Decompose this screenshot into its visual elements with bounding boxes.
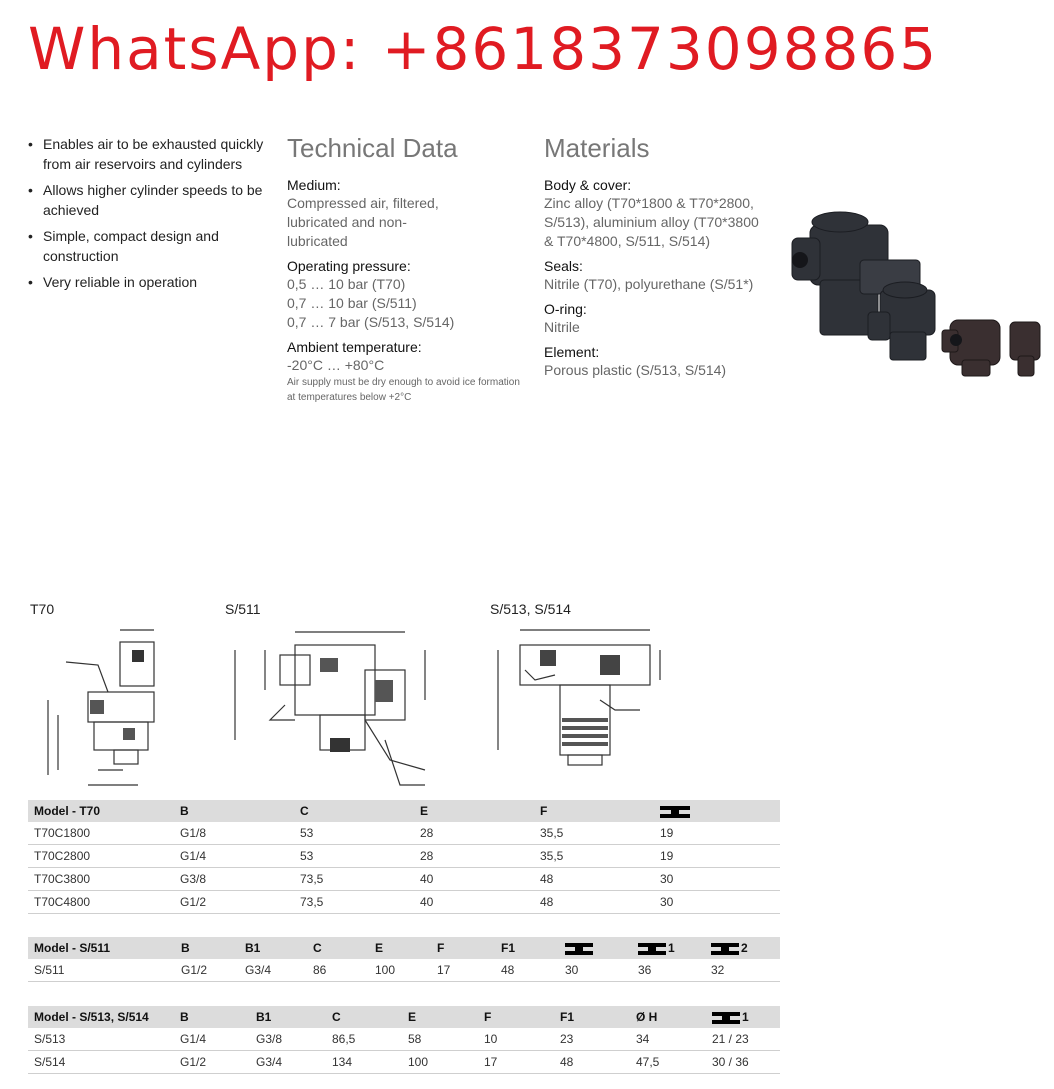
table-cell: 30 (559, 959, 632, 982)
wrench-size-index: 1 (742, 1010, 749, 1024)
pressure-values (287, 275, 527, 332)
table-cell: 30 (654, 868, 780, 891)
materials-title: Materials (544, 133, 650, 163)
materials-section (544, 132, 759, 386)
table-cell: 100 (402, 1051, 478, 1074)
column-header: B (175, 937, 239, 959)
s513-technical-drawing (490, 620, 665, 770)
column-header: E (414, 800, 534, 822)
drawing-label-s513: S/513, S/514 (490, 601, 571, 617)
column-header: C (307, 937, 369, 959)
table-cell: T70C3800 (28, 868, 174, 891)
wrench-size-icon (660, 806, 690, 818)
product-photo (770, 110, 1054, 410)
drawing-label-s511: S/511 (225, 601, 261, 617)
pressure-line: 0,7 … 10 bar (S/511) (287, 295, 417, 311)
table-cell: 36 (632, 959, 705, 982)
table-cell: 21 / 23 (706, 1028, 780, 1051)
technical-data-section (287, 132, 527, 405)
table-cell: 40 (414, 891, 534, 914)
column-header: F1 (554, 1006, 630, 1028)
body-cover-value: Zinc alloy (T70*1800 & T70*2800, S/513), aluminium alloy (T70*3800 & T70*4800, S/511, S/514) (544, 195, 759, 249)
table-cell: 19 (654, 822, 780, 845)
s511-technical-drawing (225, 620, 440, 790)
table-cell: 58 (402, 1028, 478, 1051)
column-header: C (294, 800, 414, 822)
table-cell: 48 (534, 868, 654, 891)
table-header-row (28, 800, 780, 822)
table-cell: S/513 (28, 1028, 174, 1051)
table-cell: G3/8 (250, 1028, 326, 1051)
table-row (28, 959, 780, 982)
table-cell: 53 (294, 822, 414, 845)
table-cell: 32 (705, 959, 780, 982)
table-cell: G1/8 (174, 822, 294, 845)
table-cell: 47,5 (630, 1051, 706, 1074)
s511-dimensions-table (28, 937, 780, 982)
t70-dimensions-table (28, 800, 780, 914)
table-cell: 48 (534, 891, 654, 914)
seals-value: Nitrile (T70), polyurethane (S/51*) (544, 276, 754, 292)
table-cell: 86 (307, 959, 369, 982)
table-cell: S/511 (28, 959, 175, 982)
table-cell: T70C4800 (28, 891, 174, 914)
table-cell: 48 (495, 959, 559, 982)
oring-label: O-ring: (544, 301, 587, 317)
table-cell: T70C1800 (28, 822, 174, 845)
table-cell: 73,5 (294, 891, 414, 914)
column-header (632, 937, 705, 959)
table-cell: 73,5 (294, 868, 414, 891)
medium-label: Medium: (287, 177, 341, 193)
table-cell: 48 (554, 1051, 630, 1074)
feature-item: • Very reliable in operation (28, 272, 268, 292)
table-cell: T70C2800 (28, 845, 174, 868)
s513-s514-dimensions-table (28, 1006, 780, 1074)
column-header: F (478, 1006, 554, 1028)
wrench-size-icon (565, 943, 593, 955)
table-cell: 100 (369, 959, 431, 982)
table-cell: 30 / 36 (706, 1051, 780, 1074)
element-label: Element: (544, 344, 600, 360)
table-cell: 23 (554, 1028, 630, 1051)
table-cell: 19 (654, 845, 780, 868)
table-cell: 10 (478, 1028, 554, 1051)
drawing-label-t70: T70 (30, 601, 55, 617)
column-header: B (174, 800, 294, 822)
feature-item: • Enables air to be exhausted quickly from air reservoirs and cylinders (28, 134, 268, 174)
column-header: B1 (250, 1006, 326, 1028)
table-cell: G1/2 (174, 1051, 250, 1074)
table-row (28, 868, 780, 891)
table-cell: 34 (630, 1028, 706, 1051)
column-header: Model - T70 (28, 800, 174, 822)
table-cell: G1/2 (175, 959, 239, 982)
table-cell: 28 (414, 822, 534, 845)
column-header: Model - S/513, S/514 (28, 1006, 174, 1028)
table-cell: 35,5 (534, 822, 654, 845)
pressure-line: 0,5 … 10 bar (T70) (287, 276, 406, 292)
temperature-note: Air supply must be dry enough to avoid ice formation at temperatures below +2°C (287, 377, 520, 403)
column-header: Ø H (630, 1006, 706, 1028)
table-cell: S/514 (28, 1051, 174, 1074)
column-header (654, 800, 780, 822)
medium-value: Compressed air, filtered, lubricated and non-lubricated (287, 195, 439, 249)
table-cell: G1/4 (174, 1028, 250, 1051)
table-cell: G1/4 (174, 845, 294, 868)
table-cell: 17 (431, 959, 495, 982)
table-cell: 30 (654, 891, 780, 914)
table-cell: 86,5 (326, 1028, 402, 1051)
t70-technical-drawing (28, 620, 178, 790)
oring-value: Nitrile (544, 319, 580, 335)
wrench-size-index: 1 (668, 941, 675, 955)
column-header: E (369, 937, 431, 959)
table-cell: G3/4 (250, 1051, 326, 1074)
column-header (706, 1006, 780, 1028)
table-cell: 35,5 (534, 845, 654, 868)
feature-item: • Simple, compact design and construction (28, 226, 268, 266)
column-header: F (534, 800, 654, 822)
whatsapp-watermark: WhatsApp: +8618373098865 (28, 15, 939, 83)
table-cell: 134 (326, 1051, 402, 1074)
table-cell: 17 (478, 1051, 554, 1074)
column-header: B (174, 1006, 250, 1028)
column-header: F1 (495, 937, 559, 959)
table-cell: 53 (294, 845, 414, 868)
table-row (28, 1028, 780, 1051)
wrench-size-index: 2 (741, 941, 748, 955)
table-cell: G3/8 (174, 868, 294, 891)
table-row (28, 891, 780, 914)
feature-list (28, 134, 268, 298)
feature-item: • Allows higher cylinder speeds to be achieved (28, 180, 268, 220)
table-cell: G3/4 (239, 959, 307, 982)
column-header: Model - S/511 (28, 937, 175, 959)
wrench-size-icon (712, 1012, 740, 1024)
wrench-size-icon (711, 943, 739, 955)
column-header (705, 937, 780, 959)
column-header: C (326, 1006, 402, 1028)
column-header: E (402, 1006, 478, 1028)
temperature-label: Ambient temperature: (287, 339, 422, 355)
element-value: Porous plastic (S/513, S/514) (544, 362, 727, 378)
table-row (28, 845, 780, 868)
temperature-value: -20°C … +80°C (287, 357, 385, 373)
table-header-row (28, 1006, 780, 1028)
table-row (28, 1051, 780, 1074)
table-row (28, 822, 780, 845)
column-header: F (431, 937, 495, 959)
wrench-size-icon (638, 943, 666, 955)
table-header-row (28, 937, 780, 959)
pressure-line: 0,7 … 7 bar (S/513, S/514) (287, 314, 455, 330)
table-cell: 40 (414, 868, 534, 891)
column-header: B1 (239, 937, 307, 959)
technical-data-title: Technical Data (287, 133, 458, 163)
table-cell: 28 (414, 845, 534, 868)
body-cover-label: Body & cover: (544, 177, 632, 193)
table-cell: G1/2 (174, 891, 294, 914)
pressure-label: Operating pressure: (287, 258, 411, 274)
column-header (559, 937, 632, 959)
seals-label: Seals: (544, 258, 583, 274)
